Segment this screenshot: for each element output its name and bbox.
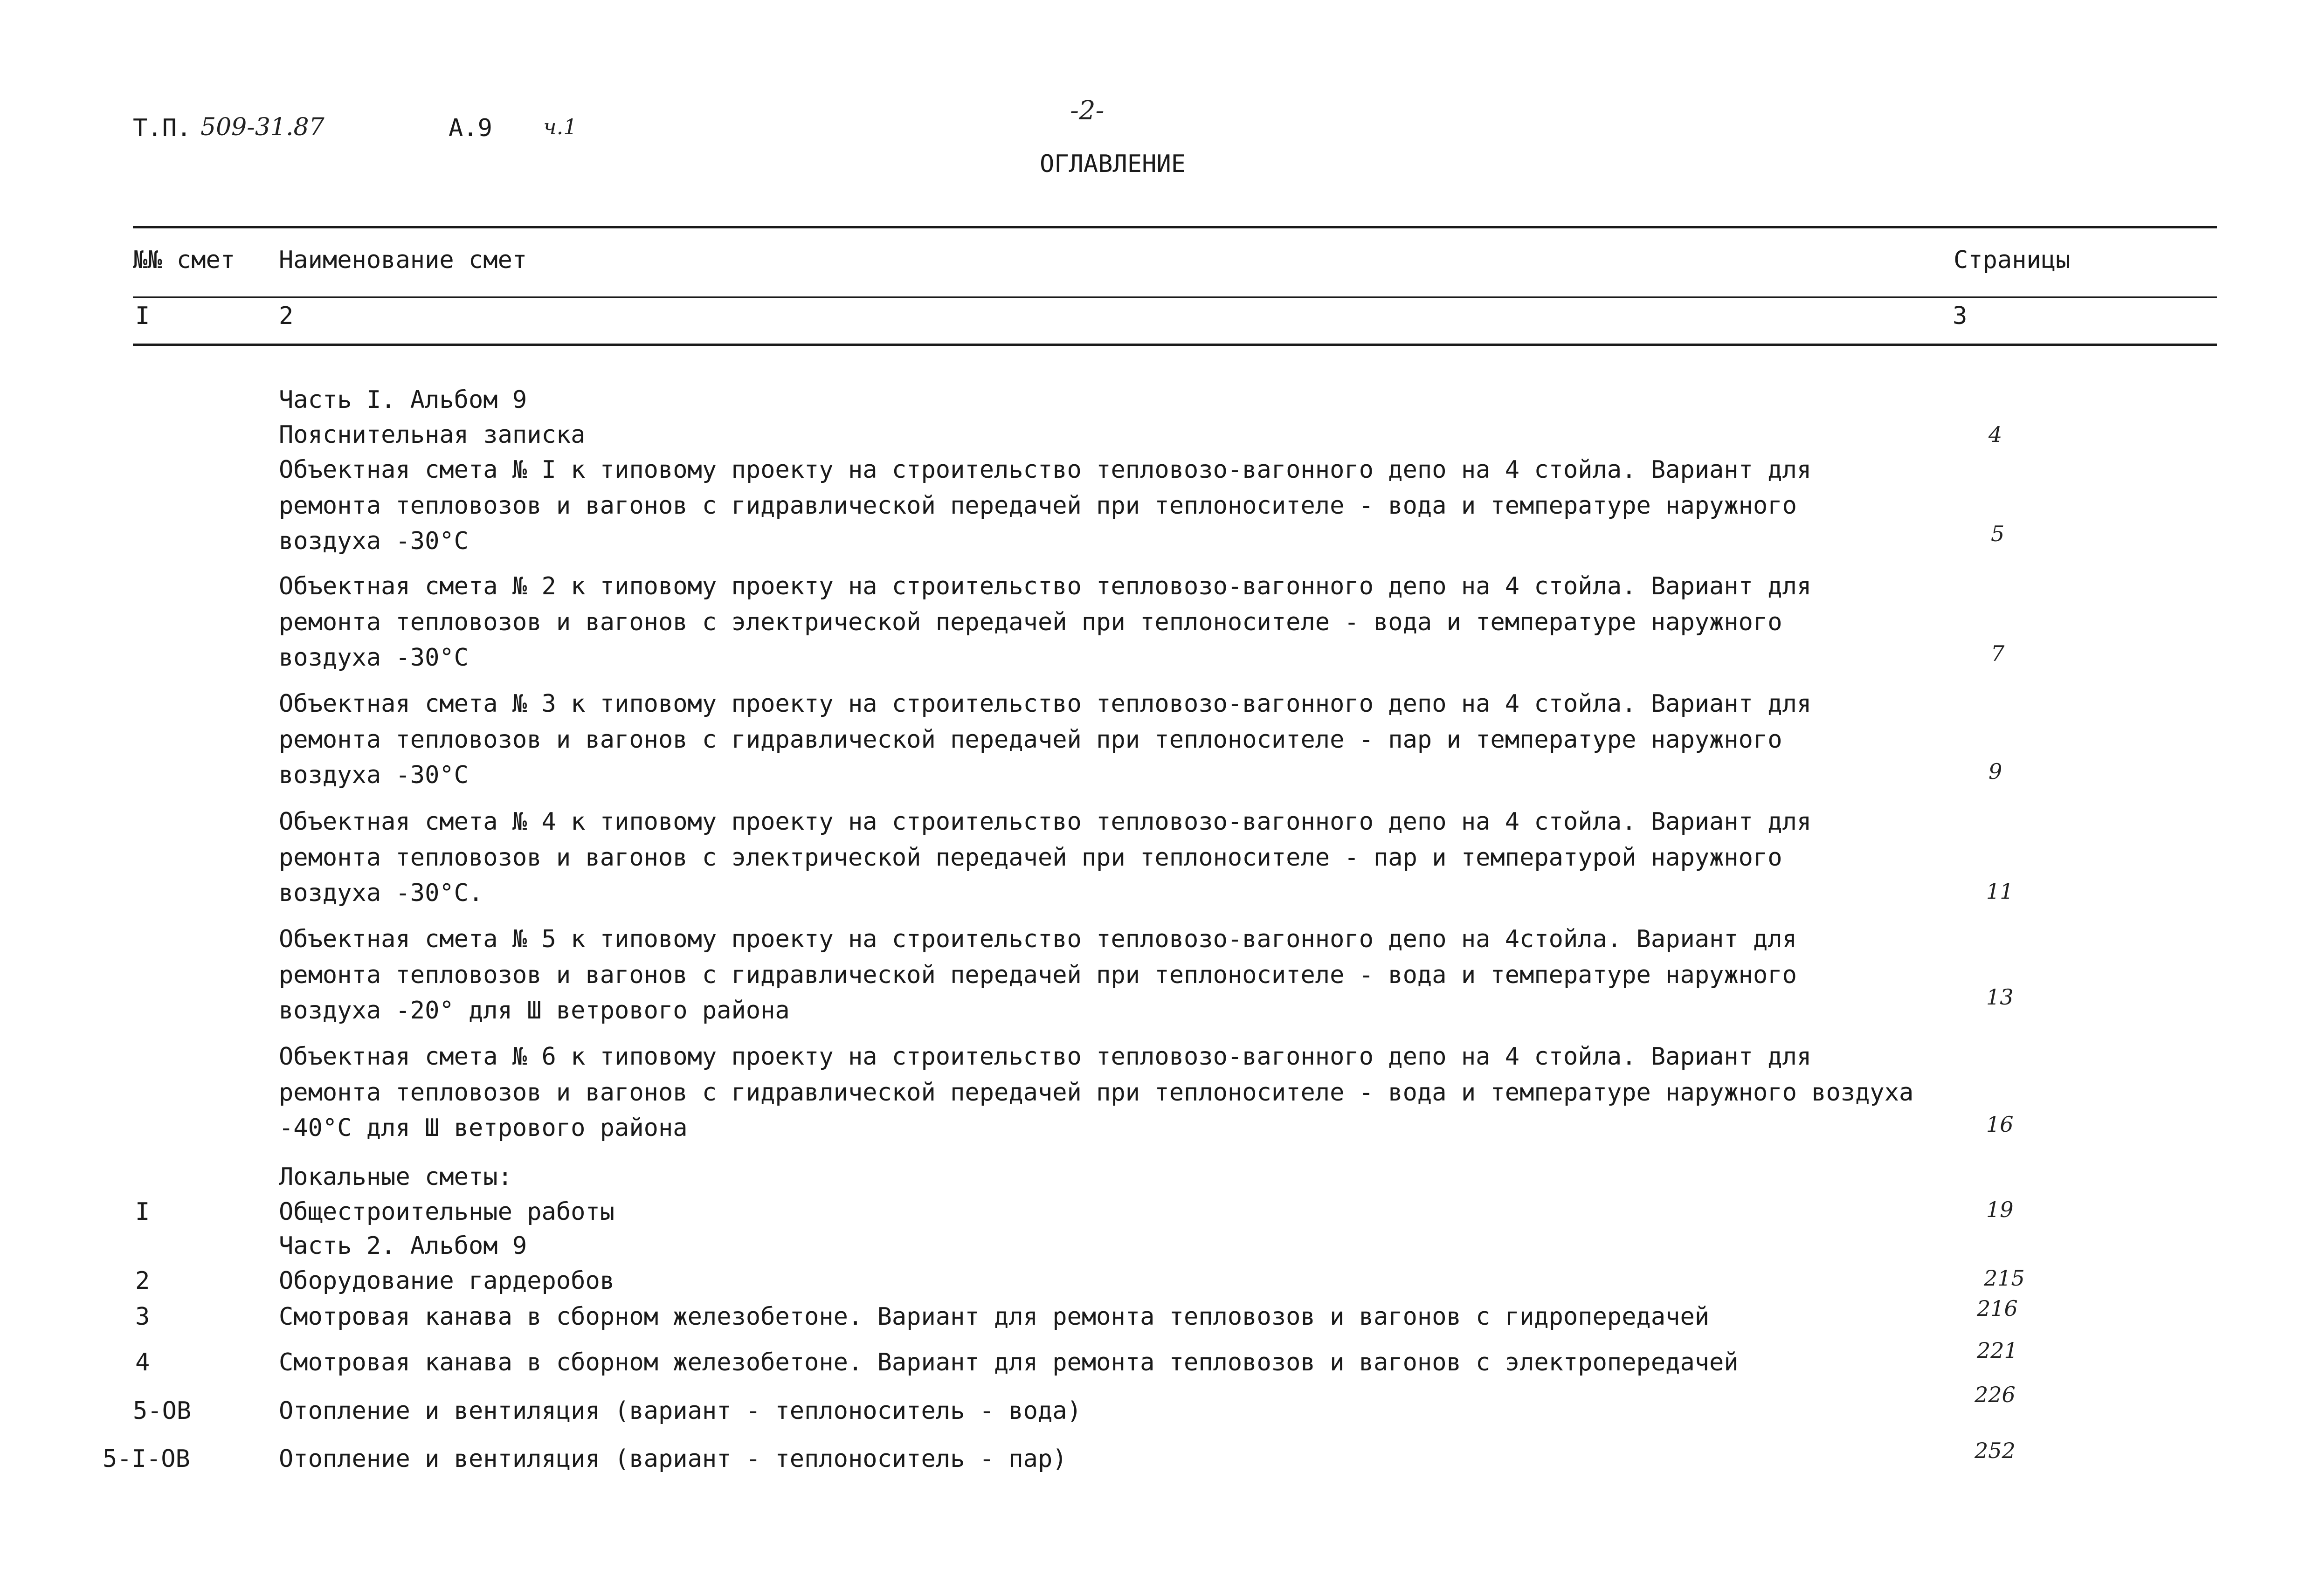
local-general-page: 19	[1986, 1197, 2014, 1222]
estimate-6-line-2: ремонта тепловозов и вагонов с гидравлической передачей при теплоносителе - вода и температуре наружного воздуха	[279, 1079, 1914, 1107]
estimate-4-line-2: ремонта тепловозов и вагонов с электрической передачей при теплоносителе - пар и температурой наружного	[279, 844, 1782, 872]
estimate-3-line-2: ремонта тепловозов и вагонов с гидравлической передачей при теплоносителе - пар и температуре наружного	[279, 726, 1782, 754]
album-label: А.9	[449, 114, 492, 142]
explanatory-note: Пояснительная записка	[279, 421, 586, 449]
estimate-4-page: 11	[1986, 879, 2014, 904]
estimate-5-page: 13	[1986, 984, 2014, 1010]
col-header-pages: Страницы	[1954, 246, 2071, 274]
estimate-3-line-1: Объектная смета № 3 к типовому проекту на строительство тепловозо-вагонного депо на 4 стойла. Вариант для	[279, 690, 1812, 718]
doc-prefix: Т.П.	[133, 114, 192, 142]
part1-heading: Часть I. Альбом 9	[279, 386, 527, 414]
estimate-5-line-2: ремонта тепловозов и вагонов с гидравлической передачей при теплоносителе - вода и температуре наружного	[279, 961, 1797, 989]
estimate-2-line-1: Объектная смета № 2 к типовому проекту на строительство тепловозо-вагонного депо на 4 стойла. Вариант для	[279, 572, 1812, 600]
local-item-1-number: 2	[135, 1267, 150, 1295]
estimate-4-line-1: Объектная смета № 4 к типовому проекту на строительство тепловозо-вагонного депо на 4 стойла. Вариант для	[279, 808, 1812, 836]
local-item-2-page: 216	[1977, 1296, 2018, 1321]
local-estimates-heading: Локальные сметы:	[279, 1163, 512, 1191]
col-number-1: I	[135, 302, 150, 330]
header-bottom-rule	[133, 344, 2217, 346]
local-item-5-text: Отопление и вентиляция (вариант - теплоноситель - пар)	[279, 1445, 1067, 1473]
estimate-5-line-1: Объектная смета № 5 к типовому проекту на строительство тепловозо-вагонного депо на 4стойла. Вариант для	[279, 925, 1797, 953]
estimate-3-page: 9	[1988, 759, 2002, 784]
local-item-4-text: Отопление и вентиляция (вариант - теплоноситель - вода)	[279, 1397, 1082, 1425]
estimate-4-line-3: воздуха -30°С.	[279, 879, 483, 907]
estimate-2-page: 7	[1991, 641, 2005, 666]
local-item-4-number: 5-ОВ	[133, 1397, 192, 1425]
estimate-1-line-3: воздуха -30°С	[279, 527, 469, 555]
part-mark: ч.1	[543, 114, 577, 139]
local-item-1-page: 215	[1984, 1266, 2025, 1291]
estimate-2-line-3: воздуха -30°С	[279, 644, 469, 672]
local-item-2-number: 3	[135, 1303, 150, 1331]
project-number: 509-31.87	[200, 113, 325, 141]
page-title: ОГЛАВЛЕНИЕ	[1040, 150, 1186, 178]
estimate-6-line-3: -40°С для Ш ветрового района	[279, 1114, 688, 1142]
col-header-number: №№ смет	[133, 246, 235, 274]
estimate-6-line-1: Объектная смета № 6 к типовому проекту на строительство тепловозо-вагонного депо на 4 стойла. Вариант для	[279, 1043, 1812, 1071]
estimate-3-line-3: воздуха -30°С	[279, 761, 469, 789]
local-item-1-text: Оборудование гардеробов	[279, 1267, 615, 1295]
estimate-2-line-2: ремонта тепловозов и вагонов с электрической передачей при теплоносителе - вода и температуре наружного	[279, 608, 1782, 636]
local-item-3-text: Смотровая канава в сборном железобетоне. Вариант для ремонта тепловозов и вагонов с электропередачей	[279, 1348, 1739, 1376]
local-item-5-page: 252	[1975, 1438, 2016, 1463]
explanatory-note-page: 4	[1988, 422, 2002, 447]
local-general-number: I	[135, 1198, 150, 1226]
local-general-text: Общестроительные работы	[279, 1198, 615, 1226]
col-number-2: 2	[279, 302, 294, 330]
part2-heading: Часть 2. Альбом 9	[279, 1232, 527, 1260]
estimate-5-line-3: воздуха -20° для Ш ветрового района	[279, 997, 790, 1025]
local-item-3-page: 221	[1977, 1338, 2018, 1363]
local-item-4-page: 226	[1975, 1382, 2016, 1407]
local-item-2-text: Смотровая канава в сборном железобетоне. Вариант для ремонта тепловозов и вагонов с гидропередачей	[279, 1303, 1710, 1331]
estimate-1-page: 5	[1991, 521, 2005, 546]
col-number-3: 3	[1953, 302, 1968, 330]
estimate-6-page: 16	[1986, 1112, 2014, 1137]
page-number: -2-	[1070, 96, 1105, 126]
estimate-1-line-1: Объектная смета № I к типовому проекту на строительство тепловозо-вагонного депо на 4 стойла. Вариант для	[279, 456, 1812, 484]
local-item-5-number: 5-I-ОВ	[103, 1445, 190, 1473]
local-item-3-number: 4	[135, 1348, 150, 1376]
header-rule	[133, 296, 2217, 298]
estimate-1-line-2: ремонта тепловозов и вагонов с гидравлической передачей при теплоносителе - вода и температуре наружного	[279, 492, 1797, 520]
top-rule	[133, 226, 2217, 228]
col-header-name: Наименование смет	[279, 246, 527, 274]
